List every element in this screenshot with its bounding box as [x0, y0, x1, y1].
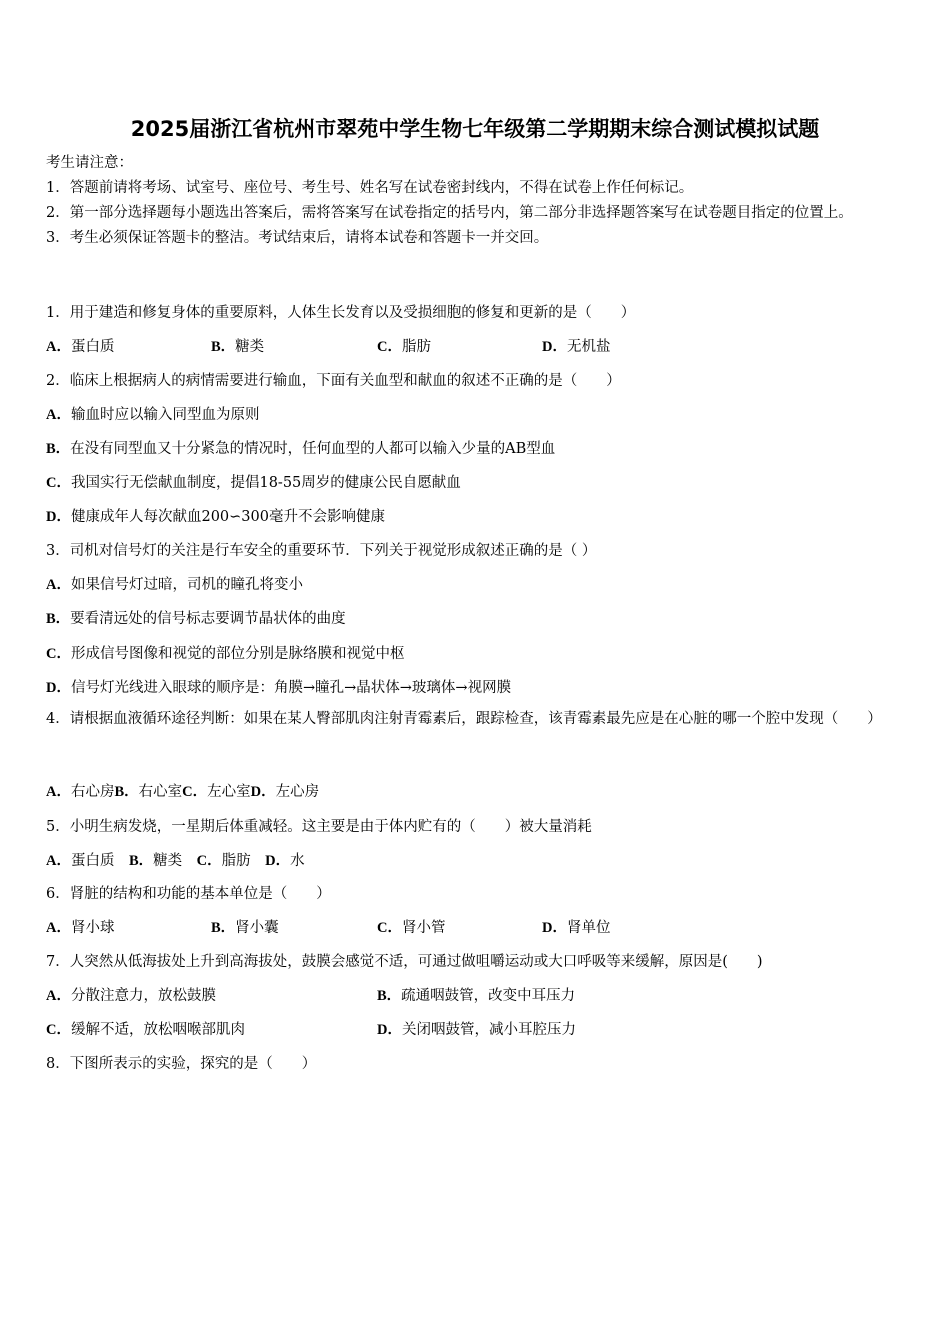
- question-3-option-d: D．信号灯光线进入眼球的顺序是：角膜→瞳孔→晶状体→玻璃体→视网膜: [46, 680, 512, 696]
- question-2-option-c: C．我国实行无偿献血制度，提倡18-55周岁的健康公民自愿献血: [46, 475, 461, 491]
- option-d: D．无机盐: [542, 339, 611, 355]
- option-c: C．肾小管: [377, 920, 446, 936]
- question-2-option-b: B．在没有同型血又十分紧急的情况时，任何血型的人都可以输入少量的AB型血: [46, 441, 556, 457]
- option-b: B．糖类: [128, 853, 183, 869]
- option-a: A．蛋白质: [46, 853, 115, 869]
- option-d: D．水: [265, 853, 305, 869]
- option-b: B．疏通咽鼓管，改变中耳压力: [377, 988, 576, 1004]
- question-5-options: [46, 849, 906, 870]
- question-6-stem: 6．肾脏的结构和功能的基本单位是（ ）: [46, 886, 331, 902]
- option-c: C．左心室: [182, 784, 251, 800]
- option-c: C．缓解不适，放松咽喉部肌肉: [46, 1022, 245, 1038]
- notice-item: 3．考生必须保证答题卡的整洁。考试结束后，请将本试卷和答题卡一并交回。: [46, 230, 549, 246]
- option-a: A．肾小球: [46, 920, 115, 936]
- question-5-stem: 5．小明生病发烧，一星期后体重减轻。这主要是由于体内贮有的（ ）被大量消耗: [46, 819, 592, 835]
- question-3-stem: 3．司机对信号灯的关注是行车安全的重要环节．下列关于视觉形成叙述正确的是（ ）: [46, 543, 597, 559]
- notice-heading: 考生请注意：: [46, 155, 133, 171]
- option-c: C．脂肪: [377, 339, 431, 355]
- question-8-stem: 8．下图所表示的实验，探究的是（ ）: [46, 1056, 317, 1072]
- question-3-option-a: A．如果信号灯过暗，司机的瞳孔将变小: [46, 577, 303, 593]
- question-2-option-a: A．输血时应以输入同型血为原则: [46, 407, 260, 423]
- page-title: 2025届浙江省杭州市翠苑中学生物七年级第二学期期末综合测试模拟试题: [130, 117, 820, 141]
- question-7-stem: 7．人突然从低海拔处上升到高海拔处，鼓膜会感觉不适，可通过做咀嚼运动或大口呼吸等来缓解，原因是( ): [46, 954, 763, 970]
- question-2-option-d: D．健康成年人每次献血200∽300毫升不会影响健康: [46, 509, 385, 525]
- notice-block: [46, 151, 901, 251]
- option-b: B．右心室: [114, 784, 183, 800]
- option-d: D．关闭咽鼓管，减小耳腔压力: [377, 1022, 576, 1038]
- notice-item: 2．第一部分选择题每小题选出答案后，需将答案写在试卷指定的括号内，第二部分非选择题答案写在试卷题目指定的位置上。: [46, 205, 853, 221]
- question-4-options: [46, 780, 906, 801]
- question-1-stem: 1．用于建造和修复身体的重要原料，人体生长发育以及受损细胞的修复和更新的是（ ）: [46, 305, 636, 321]
- option-b: B．肾小囊: [211, 920, 279, 936]
- option-d: D．左心房: [250, 784, 320, 800]
- question-2-stem: 2．临床上根据病人的病情需要进行输血，下面有关血型和献血的叙述不正确的是（ ）: [46, 373, 621, 389]
- question-4-stem: 4．请根据血液循环途径判断：如果在某人臀部肌肉注射青霉素后，跟踪检查，该青霉素最先应是在心脏的哪一个腔中发现（ ）: [46, 711, 882, 727]
- option-a: A．蛋白质: [46, 339, 115, 355]
- question-3-option-b: B．要看清远处的信号标志要调节晶状体的曲度: [46, 611, 346, 627]
- option-c: C．脂肪: [196, 853, 251, 869]
- option-d: D．肾单位: [542, 920, 611, 936]
- option-a: A．分散注意力，放松鼓膜: [46, 988, 216, 1004]
- notice-item: 1．答题前请将考场、试室号、座位号、考生号、姓名写在试卷密封线内，不得在试卷上作任何标记。: [46, 180, 694, 196]
- option-b: B．糖类: [211, 339, 265, 355]
- option-a: A．右心房: [46, 784, 115, 800]
- question-3-option-c: C．形成信号图像和视觉的部位分别是脉络膜和视觉中枢: [46, 646, 405, 662]
